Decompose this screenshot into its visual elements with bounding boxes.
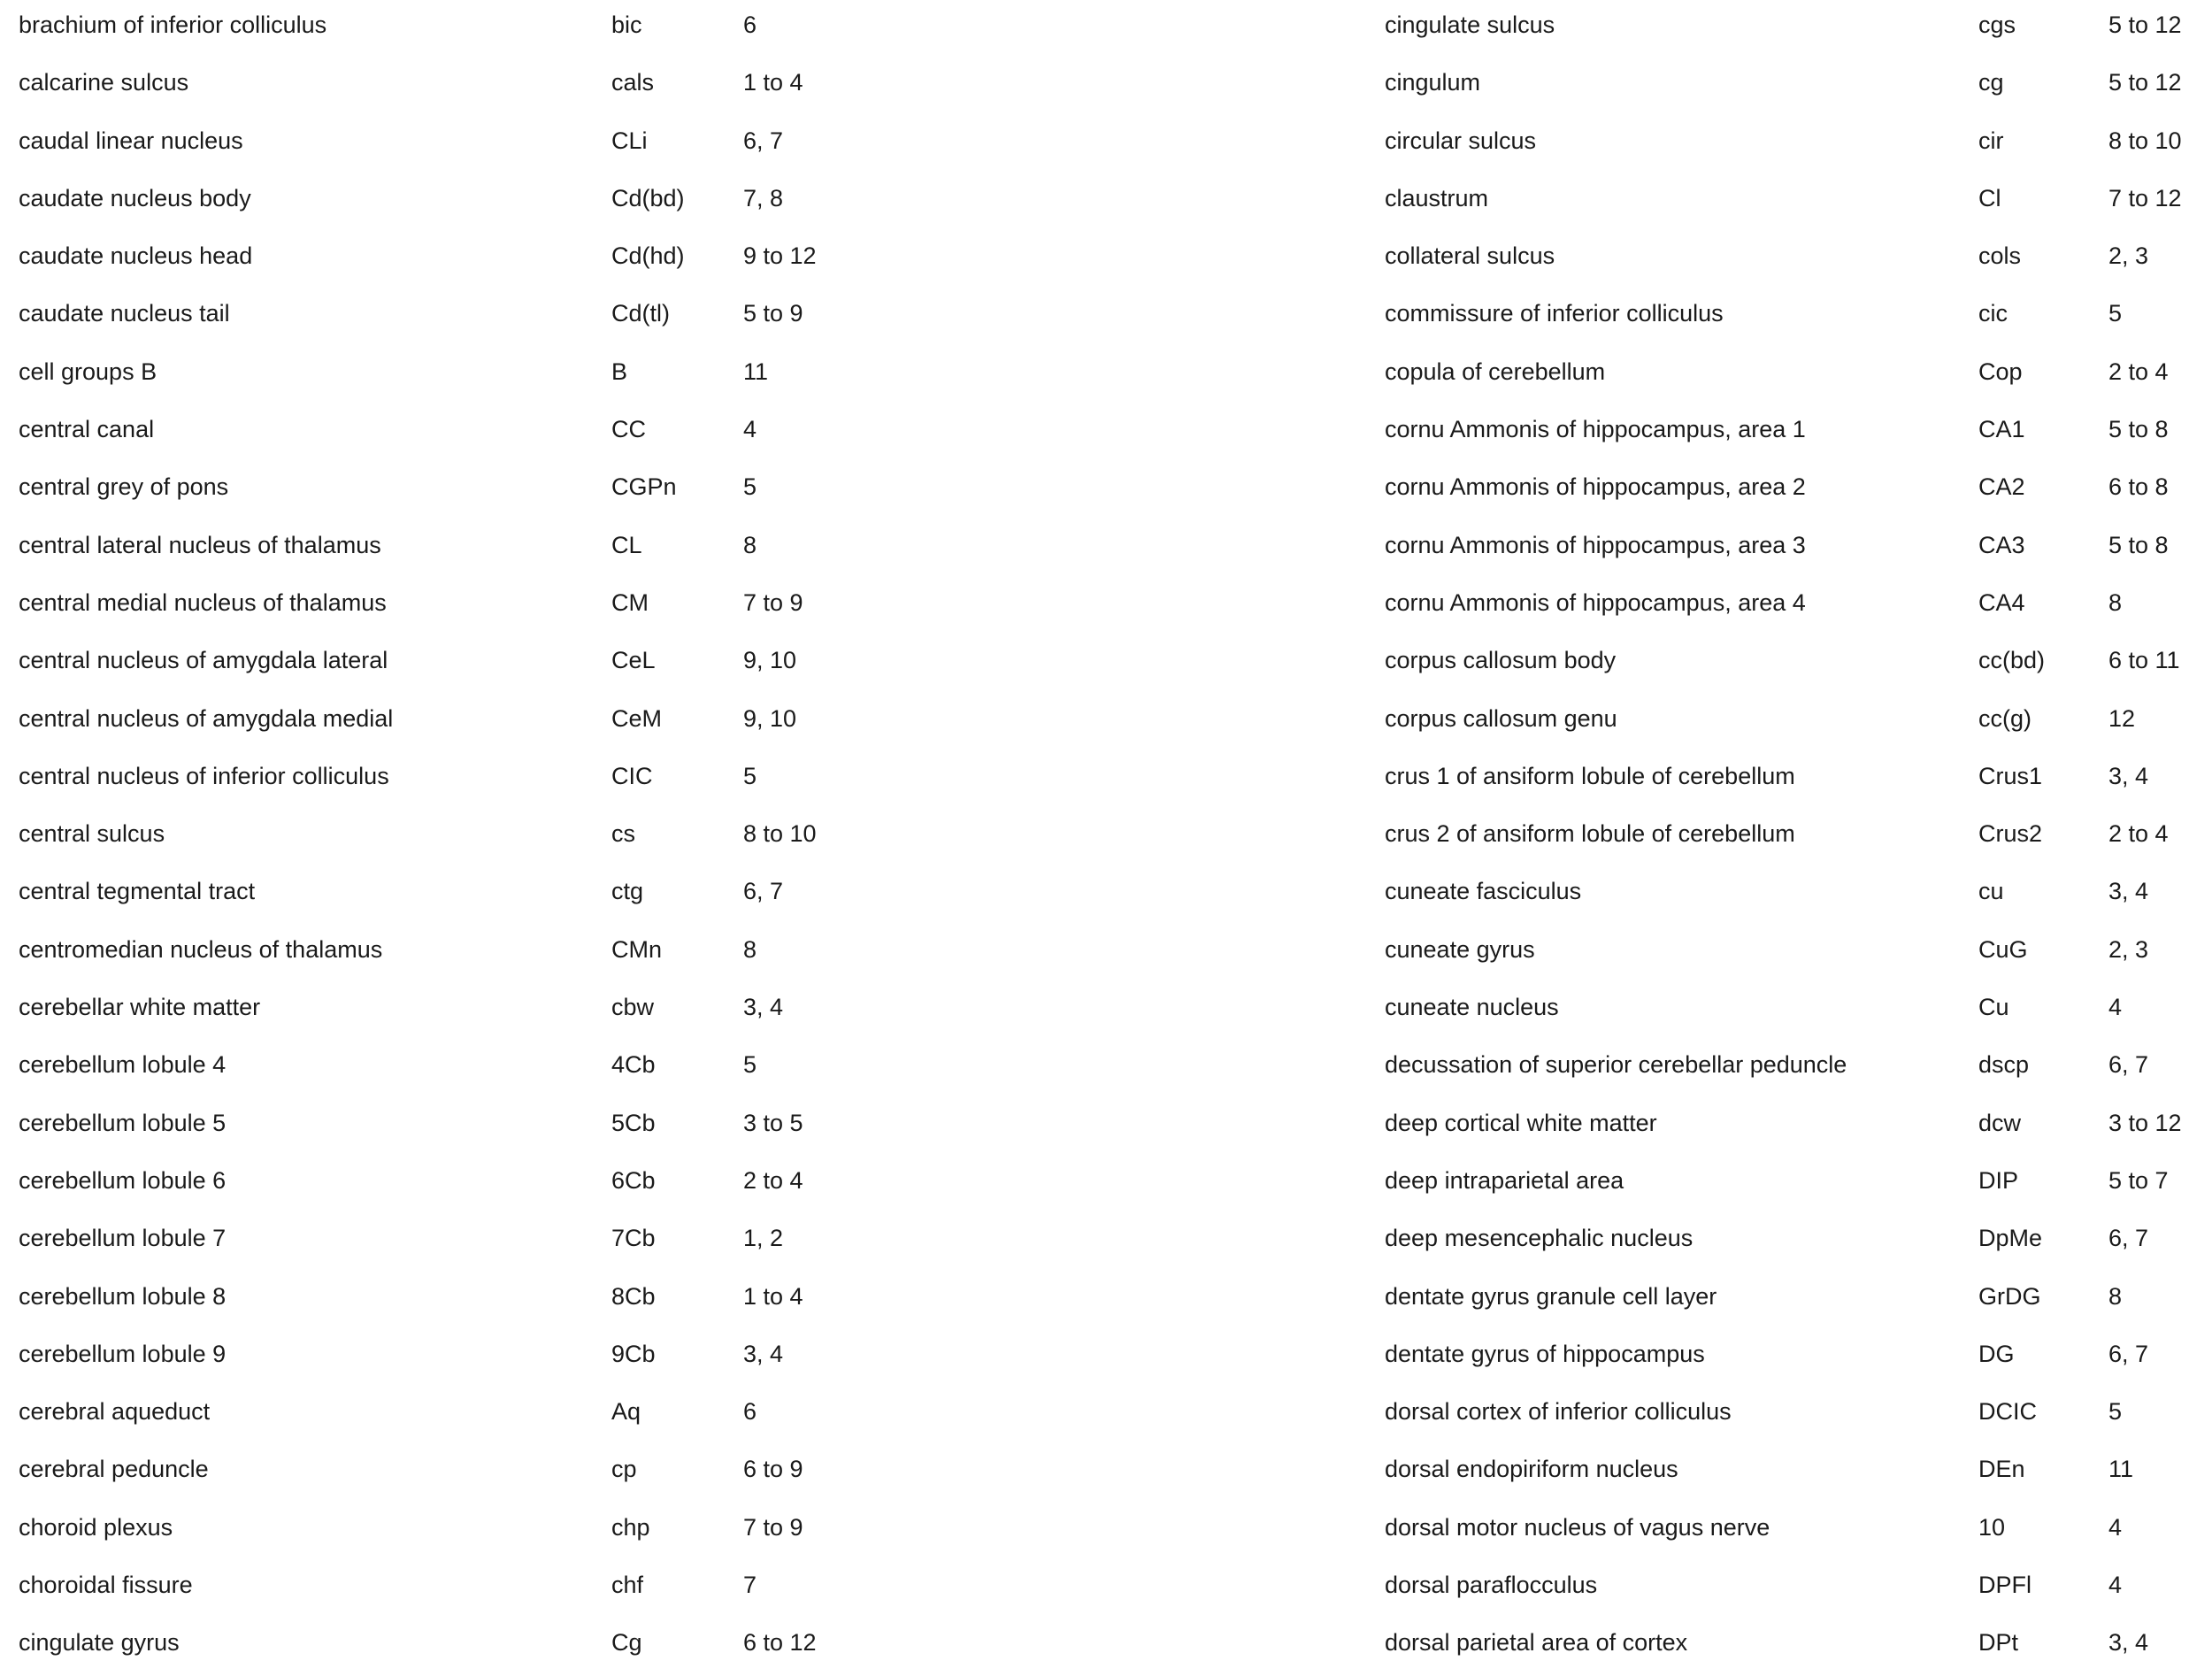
section-range: 2, 3 — [2108, 242, 2149, 270]
structure-name: cerebellum lobule 9 — [19, 1340, 227, 1367]
section-range: 4 — [2108, 994, 2123, 1021]
structure-name: caudate nucleus head — [19, 242, 253, 270]
structure-abbreviation: CMn — [611, 935, 663, 963]
structure-name: copula of cerebellum — [1385, 357, 1606, 385]
index-row — [19, 1040, 833, 1097]
structure-name: dorsal endopiriform nucleus — [1385, 1456, 1678, 1483]
index-row — [1385, 347, 2199, 404]
index-row — [1385, 1329, 2199, 1387]
index-row — [1385, 1560, 2199, 1618]
section-range: 8 — [743, 531, 757, 558]
structure-abbreviation: cs — [611, 820, 635, 848]
structure-abbreviation: Crus1 — [1978, 762, 2043, 789]
index-row — [1385, 751, 2199, 809]
section-range: 6 to 11 — [2108, 647, 2180, 674]
structure-name: cerebellum lobule 5 — [19, 1109, 227, 1136]
structure-name: cerebellar white matter — [19, 994, 261, 1021]
structure-abbreviation: CA2 — [1978, 473, 2025, 501]
section-range: 4 — [2108, 1572, 2123, 1599]
structure-abbreviation: cic — [1978, 300, 2008, 327]
index-row — [19, 1387, 833, 1444]
section-range: 3 to 12 — [2108, 1109, 2182, 1136]
index-row — [1385, 1272, 2199, 1329]
index-row — [1385, 1503, 2199, 1560]
structure-abbreviation: CeL — [611, 647, 656, 674]
section-range: 8 — [2108, 588, 2123, 616]
structure-name: crus 2 of ansiform lobule of cerebellum — [1385, 820, 1795, 848]
section-range: 5 to 8 — [2108, 531, 2169, 558]
index-row — [1385, 404, 2199, 462]
index-row — [19, 694, 833, 751]
index-row — [1385, 1156, 2199, 1213]
structure-abbreviation: CIC — [611, 762, 653, 789]
structure-name: central medial nucleus of thalamus — [19, 588, 387, 616]
structure-abbreviation: Cd(bd) — [611, 184, 685, 211]
structure-name: deep intraparietal area — [1385, 1166, 1624, 1194]
section-range: 7 to 9 — [743, 588, 803, 616]
section-range: 5 to 12 — [2108, 12, 2182, 38]
index-row — [19, 635, 833, 693]
structure-name: cornu Ammonis of hippocampus, area 2 — [1385, 473, 1806, 501]
structure-name: cingulum — [1385, 69, 1481, 96]
structure-name: cerebral aqueduct — [19, 1398, 211, 1426]
section-range: 11 — [743, 357, 769, 385]
structure-name: deep mesencephalic nucleus — [1385, 1225, 1694, 1252]
structure-abbreviation: dcw — [1978, 1109, 2022, 1136]
section-range: 6 — [743, 1398, 757, 1426]
structure-abbreviation: B — [611, 357, 628, 385]
structure-abbreviation: cc(bd) — [1978, 647, 2046, 674]
section-range: 6, 7 — [743, 127, 784, 154]
section-range: 8 — [2108, 1282, 2123, 1310]
structure-name: cell groups B — [19, 357, 157, 385]
index-row — [1385, 520, 2199, 578]
structure-name: central sulcus — [19, 820, 165, 848]
structure-abbreviation: cg — [1978, 69, 2004, 96]
index-column-left — [19, 0, 833, 1676]
index-row — [1385, 116, 2199, 173]
index-row — [19, 0, 833, 58]
index-row — [1385, 1098, 2199, 1156]
structure-name: dorsal paraflocculus — [1385, 1572, 1598, 1599]
structure-abbreviation: chf — [611, 1572, 644, 1599]
section-range: 6, 7 — [2108, 1051, 2149, 1079]
index-row — [19, 809, 833, 866]
section-range: 2 to 4 — [2108, 820, 2169, 848]
section-range: 5 — [2108, 300, 2123, 327]
structure-abbreviation: Cd(hd) — [611, 242, 685, 270]
structure-name: circular sulcus — [1385, 127, 1537, 154]
structure-abbreviation: Cop — [1978, 357, 2023, 385]
index-column-right — [1385, 0, 2199, 1676]
structure-abbreviation: cir — [1978, 127, 2004, 154]
section-range: 8 — [743, 935, 757, 963]
index-row — [19, 231, 833, 288]
structure-abbreviation: cols — [1978, 242, 2022, 270]
structure-abbreviation: 4Cb — [611, 1051, 656, 1079]
section-range: 5 to 9 — [743, 300, 803, 327]
index-row — [1385, 1387, 2199, 1444]
structure-abbreviation: Cl — [1978, 184, 2001, 211]
index-row — [19, 173, 833, 231]
index-row — [19, 288, 833, 346]
index-row — [1385, 1618, 2199, 1675]
structure-abbreviation: cc(g) — [1978, 704, 2032, 732]
index-row — [19, 520, 833, 578]
index-row — [19, 1560, 833, 1618]
index-row — [1385, 231, 2199, 288]
index-row — [1385, 925, 2199, 982]
index-row — [1385, 635, 2199, 693]
structure-abbreviation: DpMe — [1978, 1225, 2043, 1252]
index-row — [19, 462, 833, 519]
structure-abbreviation: CC — [611, 416, 646, 443]
structure-name: central tegmental tract — [19, 878, 256, 905]
structure-abbreviation: CGPn — [611, 473, 677, 501]
section-range: 7 to 9 — [743, 1513, 803, 1541]
section-range: 6 to 9 — [743, 1456, 803, 1483]
structure-abbreviation: CuG — [1978, 935, 2028, 963]
index-row — [1385, 0, 2199, 58]
index-row — [1385, 173, 2199, 231]
index-row — [1385, 462, 2199, 519]
section-range: 5 to 8 — [2108, 416, 2169, 443]
section-range: 3 to 5 — [743, 1109, 803, 1136]
section-range: 2 to 4 — [743, 1166, 803, 1194]
index-row — [19, 925, 833, 982]
section-range: 9, 10 — [743, 704, 797, 732]
index-row — [19, 866, 833, 924]
structure-abbreviation: cp — [611, 1456, 637, 1483]
structure-abbreviation: 7Cb — [611, 1225, 656, 1252]
section-range: 7 — [743, 1572, 757, 1599]
structure-abbreviation: GrDG — [1978, 1282, 2041, 1310]
section-range: 6, 7 — [2108, 1225, 2149, 1252]
section-range: 11 — [2108, 1456, 2134, 1483]
structure-name: deep cortical white matter — [1385, 1109, 1657, 1136]
structure-abbreviation: Cu — [1978, 994, 2009, 1021]
section-range: 5 to 12 — [2108, 69, 2182, 96]
structure-name: dorsal motor nucleus of vagus nerve — [1385, 1513, 1770, 1541]
section-range: 7, 8 — [743, 184, 784, 211]
section-range: 4 — [2108, 1513, 2123, 1541]
section-range: 6 to 12 — [743, 1629, 817, 1657]
structure-abbreviation: 5Cb — [611, 1109, 656, 1136]
structure-name: cuneate nucleus — [1385, 994, 1559, 1021]
structure-abbreviation: ctg — [611, 878, 644, 905]
section-range: 2, 3 — [2108, 935, 2149, 963]
index-row — [1385, 1444, 2199, 1502]
structure-name: centromedian nucleus of thalamus — [19, 935, 383, 963]
structure-abbreviation: cgs — [1978, 12, 2016, 38]
structure-name: cerebellum lobule 8 — [19, 1282, 227, 1310]
structure-abbreviation: CA1 — [1978, 416, 2025, 443]
structure-name: cuneate fasciculus — [1385, 878, 1582, 905]
section-range: 3, 4 — [2108, 878, 2149, 905]
structure-name: cuneate gyrus — [1385, 935, 1535, 963]
structure-name: cornu Ammonis of hippocampus, area 1 — [1385, 416, 1806, 443]
structure-name: central nucleus of amygdala lateral — [19, 647, 388, 674]
section-range: 9, 10 — [743, 647, 797, 674]
structure-name: central lateral nucleus of thalamus — [19, 531, 381, 558]
structure-abbreviation: cbw — [611, 994, 655, 1021]
index-row — [19, 1213, 833, 1271]
structure-name: cingulate sulcus — [1385, 12, 1555, 38]
structure-abbreviation: 6Cb — [611, 1166, 656, 1194]
index-row — [1385, 694, 2199, 751]
section-range: 3, 4 — [743, 994, 784, 1021]
section-range: 5 — [743, 473, 757, 501]
index-row — [1385, 809, 2199, 866]
structure-name: dentate gyrus granule cell layer — [1385, 1282, 1717, 1310]
index-row — [1385, 578, 2199, 635]
structure-abbreviation: 10 — [1978, 1513, 2006, 1541]
index-row — [1385, 866, 2199, 924]
structure-abbreviation: DPt — [1978, 1629, 2019, 1657]
structure-name: cerebellum lobule 6 — [19, 1166, 227, 1194]
structure-name: dorsal parietal area of cortex — [1385, 1629, 1688, 1657]
structure-name: cerebral peduncle — [19, 1456, 209, 1483]
structure-abbreviation: DPFl — [1978, 1572, 2032, 1599]
section-range: 5 — [743, 1051, 757, 1079]
structure-name: dentate gyrus of hippocampus — [1385, 1340, 1705, 1367]
section-range: 5 — [743, 762, 757, 789]
structure-abbreviation: CeM — [611, 704, 663, 732]
structure-abbreviation: 8Cb — [611, 1282, 656, 1310]
structure-name: brachium of inferior colliculus — [19, 12, 327, 38]
section-range: 1, 2 — [743, 1225, 784, 1252]
index-row — [19, 1618, 833, 1675]
structure-name: central canal — [19, 416, 155, 443]
index-row — [19, 578, 833, 635]
structure-name: dorsal cortex of inferior colliculus — [1385, 1398, 1732, 1426]
structure-abbreviation: CM — [611, 588, 649, 616]
structure-name: cornu Ammonis of hippocampus, area 3 — [1385, 531, 1806, 558]
structure-abbreviation: CL — [611, 531, 642, 558]
section-range: 8 to 10 — [743, 820, 817, 848]
structure-name: choroid plexus — [19, 1513, 173, 1541]
index-row — [19, 1503, 833, 1560]
index-row — [19, 1444, 833, 1502]
structure-name: collateral sulcus — [1385, 242, 1555, 270]
section-range: 2 to 4 — [2108, 357, 2169, 385]
section-range: 3, 4 — [743, 1340, 784, 1367]
structure-name: cornu Ammonis of hippocampus, area 4 — [1385, 588, 1806, 616]
section-range: 1 to 4 — [743, 69, 803, 96]
index-row — [1385, 1213, 2199, 1271]
structure-abbreviation: dscp — [1978, 1051, 2030, 1079]
structure-name: corpus callosum genu — [1385, 704, 1617, 732]
structure-name: central nucleus of inferior colliculus — [19, 762, 389, 789]
structure-abbreviation: cals — [611, 69, 655, 96]
structure-name: corpus callosum body — [1385, 647, 1617, 674]
structure-abbreviation: Aq — [611, 1398, 641, 1426]
section-range: 1 to 4 — [743, 1282, 803, 1310]
index-row — [1385, 58, 2199, 115]
section-range: 6 — [743, 12, 757, 38]
structure-abbreviation: CLi — [611, 127, 648, 154]
structure-abbreviation: DCIC — [1978, 1398, 2037, 1426]
index-row — [19, 347, 833, 404]
index-row — [19, 751, 833, 809]
index-row — [1385, 982, 2199, 1040]
section-range: 8 to 10 — [2108, 127, 2182, 154]
section-range: 4 — [743, 416, 757, 443]
section-range: 9 to 12 — [743, 242, 817, 270]
section-range: 3, 4 — [2108, 1629, 2149, 1657]
structure-name: cerebellum lobule 4 — [19, 1051, 227, 1079]
section-range: 3, 4 — [2108, 762, 2149, 789]
structure-name: caudate nucleus tail — [19, 300, 230, 327]
index-row — [19, 404, 833, 462]
structure-name: caudate nucleus body — [19, 184, 251, 211]
index-row — [19, 1272, 833, 1329]
section-range: 6 to 8 — [2108, 473, 2169, 501]
structure-abbreviation: Crus2 — [1978, 820, 2043, 848]
index-row — [19, 116, 833, 173]
structure-abbreviation: cu — [1978, 878, 2004, 905]
structure-name: central nucleus of amygdala medial — [19, 704, 394, 732]
structure-abbreviation: DIP — [1978, 1166, 2019, 1194]
structure-abbreviation: DEn — [1978, 1456, 2025, 1483]
structure-abbreviation: chp — [611, 1513, 650, 1541]
index-row — [19, 1156, 833, 1213]
structure-abbreviation: Cg — [611, 1629, 642, 1657]
structure-abbreviation: CA3 — [1978, 531, 2025, 558]
section-range: 6, 7 — [743, 878, 784, 905]
structure-name: central grey of pons — [19, 473, 229, 501]
index-row — [19, 1098, 833, 1156]
section-range: 7 to 12 — [2108, 184, 2182, 211]
structure-name: choroidal fissure — [19, 1572, 193, 1599]
section-range: 12 — [2108, 704, 2136, 732]
index-row — [1385, 1040, 2199, 1097]
structure-name: calcarine sulcus — [19, 69, 189, 96]
section-range: 6, 7 — [2108, 1340, 2149, 1367]
section-range: 5 to 7 — [2108, 1166, 2169, 1194]
structure-abbreviation: Cd(tl) — [611, 300, 670, 327]
index-row — [19, 1329, 833, 1387]
structure-abbreviation: bic — [611, 12, 642, 38]
structure-abbreviation: 9Cb — [611, 1340, 656, 1367]
structure-name: crus 1 of ansiform lobule of cerebellum — [1385, 762, 1795, 789]
structure-abbreviation: DG — [1978, 1340, 2015, 1367]
index-row — [1385, 288, 2199, 346]
section-range: 5 — [2108, 1398, 2123, 1426]
structure-name: cerebellum lobule 7 — [19, 1225, 227, 1252]
structure-name: cingulate gyrus — [19, 1629, 180, 1657]
structure-name: commissure of inferior colliculus — [1385, 300, 1724, 327]
index-row — [19, 982, 833, 1040]
structure-name: caudal linear nucleus — [19, 127, 243, 154]
structure-abbreviation: CA4 — [1978, 588, 2025, 616]
structure-name: claustrum — [1385, 184, 1489, 211]
structure-name: decussation of superior cerebellar peduncle — [1385, 1051, 1847, 1079]
index-row — [19, 58, 833, 115]
